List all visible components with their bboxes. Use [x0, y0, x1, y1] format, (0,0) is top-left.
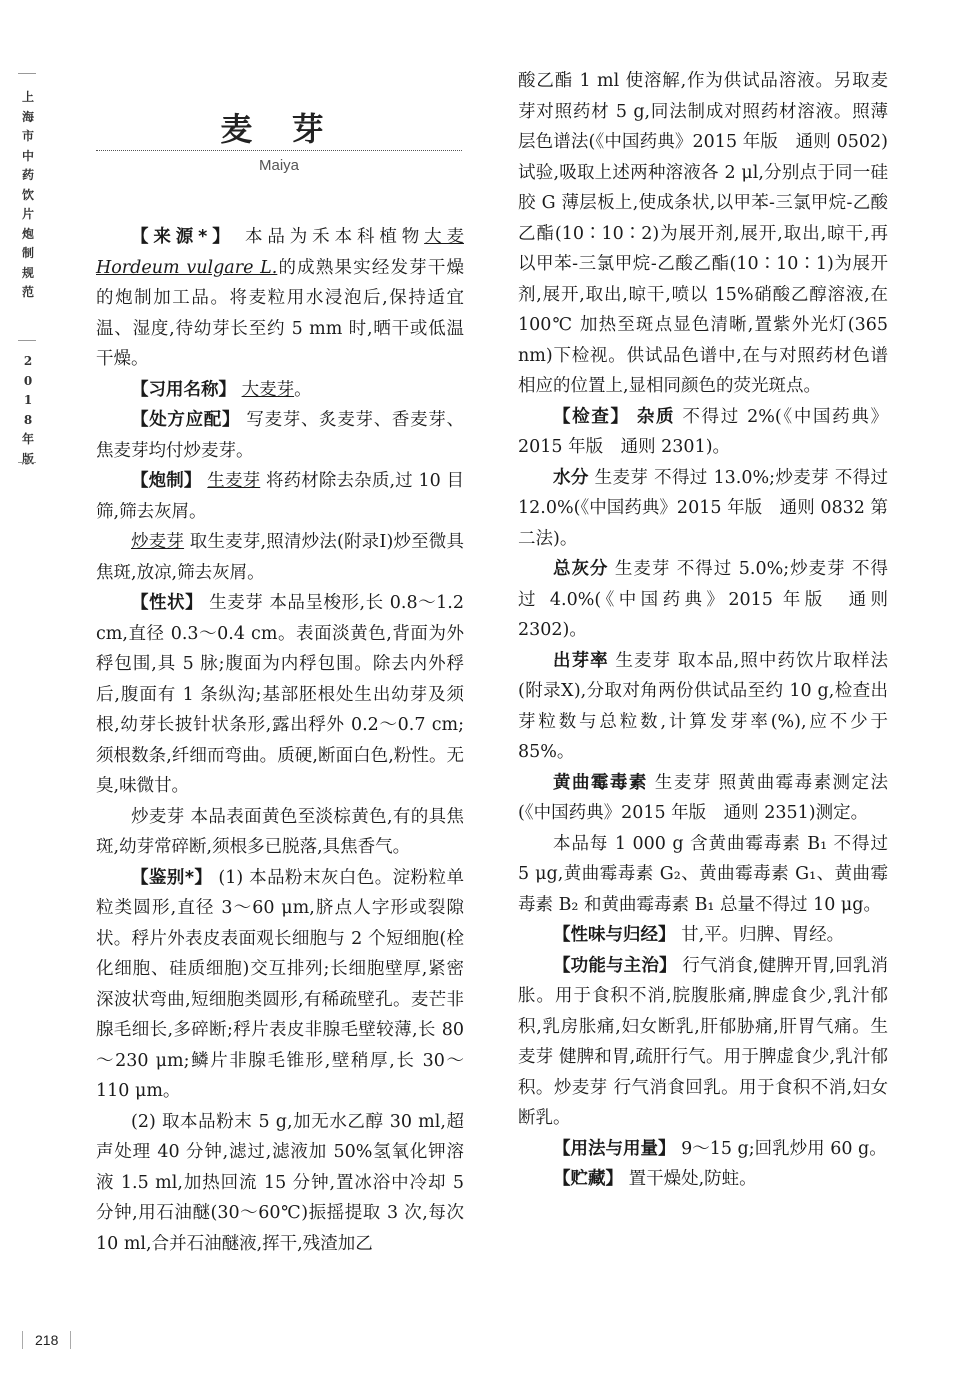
jiancha-shuifen: 水分 生麦芽 不得过 13.0%;炒麦芽 不得过 12.0%(《中国药典》2015 年版 通则 0832 第二法)。 [518, 467, 889, 549]
running-head-char: 药 [21, 168, 34, 182]
running-head-year-char: 1 [23, 393, 33, 407]
sub-label: 生麦芽 [209, 593, 264, 613]
section-laiyuan: 【来源*】 本品为禾本科植物大麦 Hordeum vulgare L.的成熟果实经发芽干燥的炮制加工品。将麦粒用水浸泡后,保持适宜温、湿度,待幼芽长至约 5 mm 时,晒干或低温干燥。 [96, 227, 464, 369]
section-label: 【检查】 [553, 406, 630, 427]
running-head-char: 制 [21, 246, 34, 260]
running-head-year-char: 8 [23, 412, 33, 427]
running-head-char: 上 [21, 90, 34, 104]
title-divider [96, 150, 462, 151]
section-label: 【性味与归经】 [553, 925, 676, 945]
running-head-year-char: 年 [21, 432, 34, 446]
section-xiyong: 【习用名称】 大麦芽。 [131, 379, 312, 400]
page-number: 218 [22, 1331, 71, 1349]
section-yongfa: 【用法与用量】 9～15 g;回乳炒用 60 g。 [553, 1138, 887, 1159]
running-head-char: 规 [21, 265, 34, 280]
section-label: 【炮制】 [131, 471, 202, 491]
running-head-rule-bottom [18, 462, 36, 463]
section-label: 【习用名称】 [131, 379, 236, 400]
section-xingzhuang: 【性状】 生麦芽 本品呈梭形,长 0.8～1.2 cm,直径 0.3～0.4 cm。表面淡黄色,背面为外稃包围,具 5 脉;腹面为内稃包围。除去内外稃后,腹面有 1 条纵沟;基部胚根处生出幼芽及须根,幼芽长披针状条形,露出稃外 0.2～0.7 cm;须根数条,纤细而弯曲。质硬,断面白色,粉性。无臭,味微甘。 [96, 593, 464, 796]
sub-label: 生麦芽 [207, 471, 261, 491]
running-head-char: 中 [21, 148, 34, 163]
paozhi-chao: 炒麦芽 取生麦芽,照清炒法(附录Ⅰ)炒至微具焦斑,放凉,筛去灰屑。 [96, 532, 464, 583]
section-label: 【用法与用量】 [553, 1138, 676, 1159]
section-label: 【功能与主治】 [553, 955, 677, 976]
pinyin-subtitle: Maiya [258, 157, 299, 174]
running-head-char: 范 [21, 285, 34, 299]
running-head-char: 市 [21, 129, 34, 143]
running-head-char: 海 [21, 109, 34, 124]
jiancha-zonghuifen: 总灰分 生麦芽 不得过 5.0%;炒麦芽 不得过 4.0%(《中国药典》2015 年版 通则 2302)。 [518, 559, 888, 640]
running-head-year-char: 版 [21, 451, 34, 466]
section-label: 【鉴别*】 [131, 867, 213, 888]
jiancha-huangqumei: 黄曲霉毒素 生麦芽 照黄曲霉毒素测定法(《中国药典》2015 年版 通则 2351)测定。 [518, 772, 888, 823]
jianbie-2: (2) 取本品粉末 5 g,加无水乙醇 30 ml,超声处理 40 分钟,滤过,滤液加 50%氢氧化钾溶液 1.5 ml,加热回流 15 分钟,置冰浴中冷却 5 分钟,用石油醚(30～60℃)振摇提取 3 次,每次 10 ml,合并石油醚液,挥干,残渣加乙 [96, 1111, 464, 1254]
section-label: 【处方应配】 [131, 410, 241, 430]
section-label: 【性状】 [131, 593, 204, 613]
running-head-year-char: 2 [23, 354, 33, 368]
sub-label: 炒麦芽 [131, 806, 185, 827]
xingzhuang-chao: 炒麦芽 本品表面黄色至淡棕黄色,有的具焦斑,幼芽常碎断,须根多已脱落,具焦香气。 [96, 806, 465, 857]
sub-heading: 总灰分 [553, 559, 609, 579]
running-head-rule-top [18, 73, 36, 74]
sub-heading: 杂质 [636, 406, 676, 427]
section-label: 【贮藏】 [553, 1169, 623, 1189]
sub-heading: 出芽率 [553, 650, 609, 671]
left-column [96, 222, 464, 1259]
section-chufang: 【处方应配】 写麦芽、炙麦芽、香麦芽、焦麦芽均付炒麦芽。 [96, 410, 464, 461]
section-label: 【来源*】 [131, 227, 235, 247]
latin-name: Hordeum vulgare L. [96, 257, 278, 278]
jianbie-continued: 酸乙酯 1 ml 使溶解,作为供试品溶液。另取麦芽对照药材 5 g,同法制成对照药材溶液。照薄层色谱法(《中国药典》2015 年版 通则 0502)试验,吸取上述两种溶液各 2 μl,分别点于同一硅胶 G 薄层板上,使成条状,以甲苯-三氯甲烷-乙酸乙酯(10∶10∶2)为展开剂,展开,取出,晾干,再以甲苯-三氯甲烷-乙酸乙酯(10∶10∶1)为展开剂,展开,取出,晾干,喷以 15%硝酸乙醇溶液,在 100℃ 加热至斑点显色清晰,置紫外光灯(365 nm)下检视。供试品色谱中,在与对照药材色谱相应的位置上,显相同颜色的荧光斑点。 [518, 71, 888, 396]
section-paozhi: 【炮制】 生麦芽 将药材除去杂质,过 10 目筛,筛去灰屑。 [96, 471, 464, 522]
sub-heading: 水分 [553, 467, 589, 488]
right-column [518, 66, 888, 1195]
jiancha-chuyalv: 出芽率 生麦芽 取本品,照中药饮片取样法(附录Ⅹ),分取对角两份供试品至约 10 g,检查出芽粒数与总粒数,计算发芽率(%),应不少于 85%。 [518, 650, 888, 762]
section-jianbie: 【鉴别*】 (1) 本品粉末灰白色。淀粉粒单粒类圆形,直径 3～60 μm,脐点人字形或裂隙状。稃片外表皮表面观长细胞与 2 个短细胞(栓化细胞、硅质细胞)交互排列;长细胞壁厚,紧密深波状弯曲,短细胞类圆形,有稀疏壁孔。麦芒非腺毛细长,多碎断;稃片表皮非腺毛壁较薄,长 80～230 μm;鳞片非腺毛锥形,壁稍厚,长 30～110 μm。 [96, 867, 464, 1101]
sub-heading: 黄曲霉毒素 [553, 772, 648, 793]
running-head-char: 饮 [21, 187, 34, 202]
sub-label: 炒麦芽 [131, 532, 185, 552]
section-zhucang: 【贮藏】 置干燥处,防蛀。 [553, 1169, 757, 1189]
section-xingwei: 【性味与归经】 甘,平。归脾、胃经。 [553, 925, 845, 945]
page-title: 麦 芽 [220, 110, 338, 148]
running-head-char: 炮 [21, 226, 34, 241]
running-head-rule-mid [18, 340, 36, 341]
running-head-char: 片 [21, 207, 34, 221]
section-gongneng: 【功能与主治】 行气消食,健脾开胃,回乳消胀。用于食积不消,脘腹胀痛,脾虚食少,乳汁郁积,乳房胀痛,妇女断乳,肝郁胁痛,肝胃气痛。生麦芽 健脾和胃,疏肝行气。用于脾虚食少,乳汁郁积。炒麦芽 行气消食回乳。用于食积不消,妇女断乳。 [518, 955, 889, 1128]
huangqumei-limit: 本品每 1 000 g 含黄曲霉毒素 B₁ 不得过 5 μg,黄曲霉毒素 G₂、黄曲霉毒素 G₁、黄曲霉毒素 B₂ 和黄曲霉毒素 B₁ 总量不得过 10 μg。 [518, 833, 888, 915]
section-jiancha: 【检查】 杂质 不得过 2%(《中国药典》2015 年版 通则 2301)。 [518, 406, 888, 457]
running-head-year-char: 0 [23, 373, 33, 388]
running-head-title [14, 88, 42, 303]
running-head-year [14, 352, 42, 469]
